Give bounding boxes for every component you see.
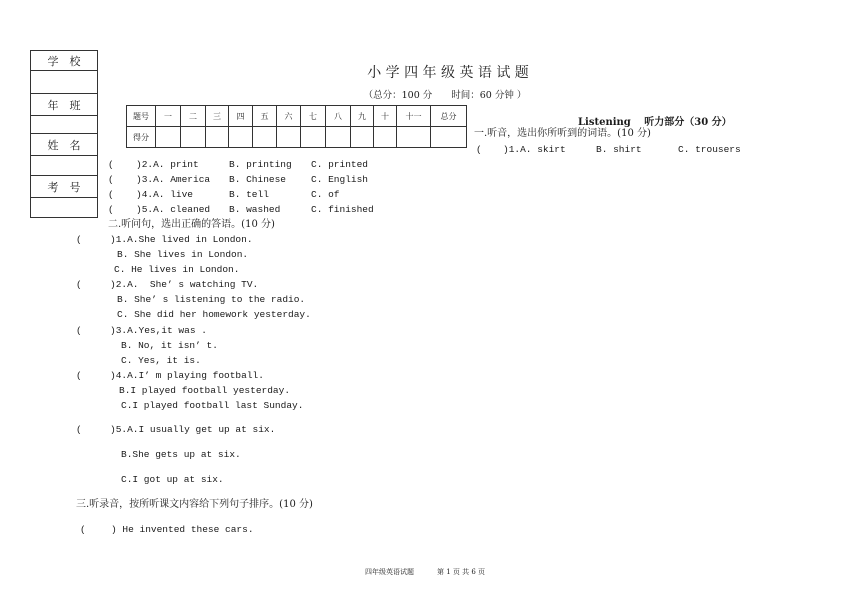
score-table-header-row bbox=[127, 106, 467, 127]
answer-open-paren: ( bbox=[76, 279, 82, 290]
option-b: B. washed bbox=[229, 204, 281, 215]
option-c: C. printed bbox=[311, 159, 369, 170]
score-cell bbox=[229, 127, 253, 148]
answer-open-paren: ( bbox=[108, 189, 114, 200]
column-header: 七 bbox=[301, 106, 326, 127]
score-cell bbox=[351, 127, 374, 148]
exam-subtitle: （总分：100 分 时间：60 分钟 ） bbox=[363, 90, 527, 101]
column-header: 三 bbox=[206, 106, 229, 127]
option-c: C. trousers bbox=[678, 144, 741, 155]
option-b: B.I played football yesterday. bbox=[119, 385, 291, 396]
option-c: C.I played football last Sunday. bbox=[121, 400, 304, 411]
answer-open-paren: ( bbox=[76, 325, 82, 336]
column-header: 一 bbox=[156, 106, 181, 127]
option-a: )2.A. She’ s watching TV. bbox=[110, 279, 259, 290]
option-a: )2.A. print bbox=[136, 159, 199, 170]
score-label: 得分 bbox=[127, 127, 156, 148]
score-cell bbox=[277, 127, 301, 148]
column-header: 二 bbox=[181, 106, 206, 127]
exam-number-label: 考 号 bbox=[31, 176, 97, 198]
option-b: B. tell bbox=[229, 189, 269, 200]
school-label: 学 校 bbox=[31, 51, 97, 71]
option-a: )3.A. America bbox=[136, 174, 211, 185]
score-cell bbox=[431, 127, 467, 148]
option-b: B. printing bbox=[229, 159, 292, 170]
answer-open-paren: ( bbox=[476, 144, 482, 155]
column-header: 四 bbox=[229, 106, 253, 127]
sentence-text: ) He invented these cars. bbox=[111, 524, 254, 535]
option-b: B. She’ s listening to the radio. bbox=[117, 294, 306, 305]
score-cell bbox=[326, 127, 351, 148]
total-label: 总分 bbox=[431, 106, 467, 127]
column-header: 十 bbox=[374, 106, 397, 127]
score-cell bbox=[397, 127, 431, 148]
option-a: )4.A.I’ m playing football. bbox=[110, 370, 264, 381]
column-header: 八 bbox=[326, 106, 351, 127]
answer-open-paren: ( bbox=[76, 424, 82, 435]
section2-heading: 二.听问句，选出正确的答语。(10 分) bbox=[108, 219, 275, 230]
option-c: C. English bbox=[311, 174, 369, 185]
listening-heading: Listening 听力部分（30 分） bbox=[578, 117, 732, 128]
score-cell bbox=[301, 127, 326, 148]
column-header: 十一 bbox=[397, 106, 431, 127]
column-header: 六 bbox=[277, 106, 301, 127]
option-c: C. He lives in London. bbox=[114, 264, 240, 275]
option-c: C. Yes, it is. bbox=[121, 355, 201, 366]
answer-open-paren: ( bbox=[108, 204, 114, 215]
option-c: C. finished bbox=[311, 204, 374, 215]
option-a: )1.A. skirt bbox=[503, 144, 566, 155]
question-number-label: 题号 bbox=[127, 106, 156, 127]
option-a: )1.A.She lived in London. bbox=[110, 234, 253, 245]
school-field bbox=[31, 71, 97, 94]
grade-class-field bbox=[31, 116, 97, 134]
score-cell bbox=[181, 127, 206, 148]
answer-open-paren: ( bbox=[108, 174, 114, 185]
option-a: )4.A. live bbox=[136, 189, 194, 200]
option-b: B. She lives in London. bbox=[117, 249, 249, 260]
option-b: B. Chinese bbox=[229, 174, 287, 185]
score-cell bbox=[206, 127, 229, 148]
answer-open-paren: ( bbox=[80, 524, 86, 535]
page-title: 小 学 四 年 级 英 语 试 题 bbox=[367, 65, 529, 81]
name-field bbox=[31, 156, 97, 176]
answer-open-paren: ( bbox=[108, 159, 114, 170]
grade-class-label: 年 班 bbox=[31, 94, 97, 116]
footer-page-number: 第 1 页 共 6 页 bbox=[437, 568, 486, 576]
section3-heading: 三.听录音，按所听课文内容给下列句子排序。(10 分) bbox=[76, 499, 313, 510]
exam-number-field bbox=[31, 198, 97, 218]
column-header: 九 bbox=[351, 106, 374, 127]
option-a: )5.A. cleaned bbox=[136, 204, 211, 215]
column-header: 五 bbox=[253, 106, 277, 127]
option-a: )5.A.I usually get up at six. bbox=[110, 424, 276, 435]
section1-heading: 一.听音，选出你所听到的词语。(10 分) bbox=[474, 128, 651, 139]
score-cell bbox=[253, 127, 277, 148]
option-c: C. of bbox=[311, 189, 340, 200]
score-table-score-row bbox=[127, 127, 467, 148]
option-a: )3.A.Yes,it was . bbox=[110, 325, 207, 336]
score-cell bbox=[156, 127, 181, 148]
option-b: B. No, it isn’ t. bbox=[121, 340, 218, 351]
score-table bbox=[126, 105, 467, 148]
option-b: B. shirt bbox=[596, 144, 642, 155]
footer-exam-name: 四年级英语试题 bbox=[365, 568, 414, 576]
answer-open-paren: ( bbox=[76, 370, 82, 381]
student-info-box bbox=[30, 50, 98, 218]
option-b: B.She gets up at six. bbox=[121, 449, 241, 460]
name-label: 姓 名 bbox=[31, 134, 97, 156]
answer-open-paren: ( bbox=[76, 234, 82, 245]
option-c: C. She did her homework yesterday. bbox=[117, 309, 311, 320]
option-c: C.I got up at six. bbox=[121, 474, 224, 485]
score-cell bbox=[374, 127, 397, 148]
